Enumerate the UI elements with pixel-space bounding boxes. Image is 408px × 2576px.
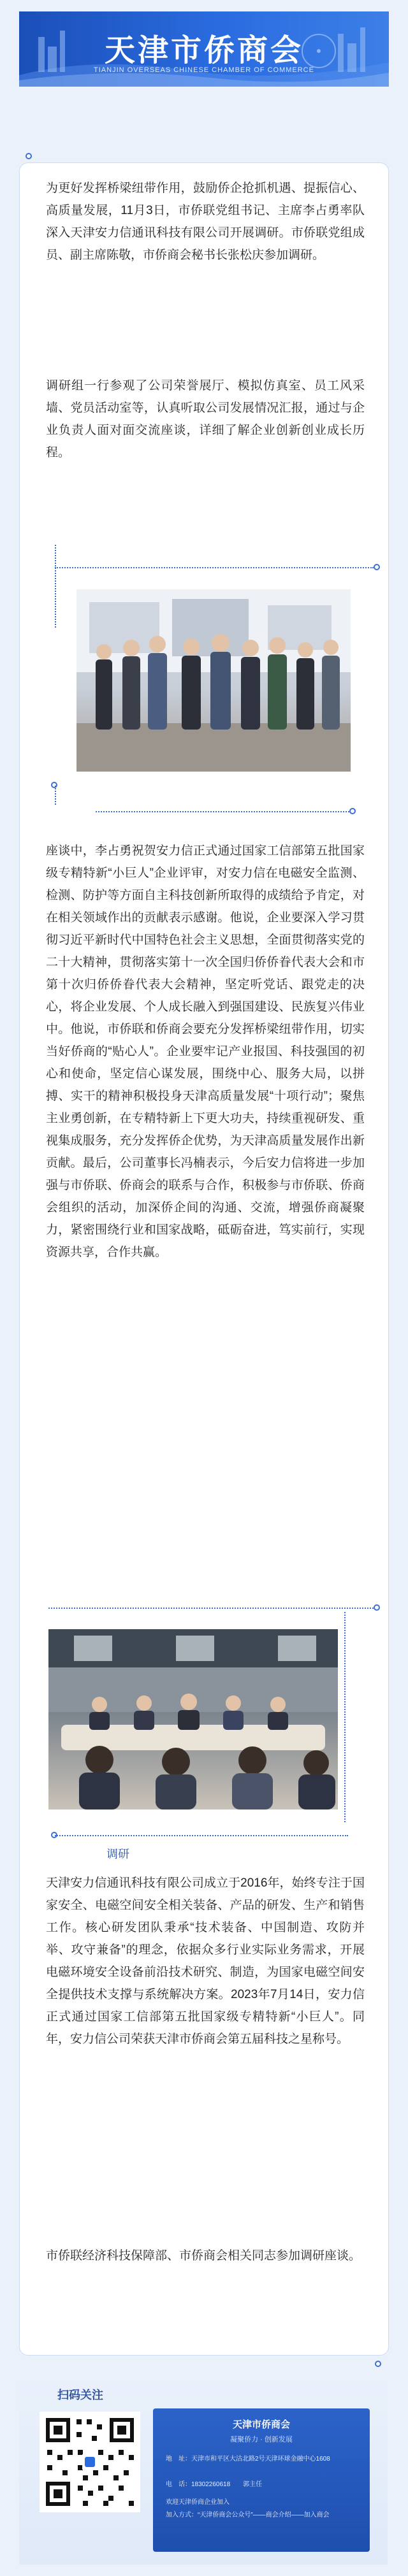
decor-line [48, 1608, 374, 1609]
contact-info-panel [153, 2408, 370, 2552]
decor-line [55, 567, 374, 568]
decor-dot [375, 2361, 381, 2367]
qr-code-graphic [42, 2414, 138, 2510]
footer-join-method: 加入方式：“天津侨商会公众号”——商会介绍——加入商会 [166, 2512, 330, 2519]
article-paragraph-3: 座谈中，李占勇祝贺安力信正式通过国家工信部第五批国家级专精特新“小巨人”企业评审，对安力信在电磁安全监测、检测、防护等方面自主科技创新所取得的成绩给予肯定，对在相关领域作出的贡献表示感谢。他说，企业要深入学习贯彻习近平新时代中国特色社会主义思想，全面贯彻落实党的二十大精神，贯彻落实第十一次全国归侨侨眷代表大会和市第十次归侨侨眷代表大会精神，坚定听党话、跟党走的决心，将企业发展、个人成长融入到强国建设、民族复兴伟业中。他说，市侨联和侨商会要充分发挥桥梁纽带作用，切实当好侨商的“贴心人”。企业要牢记产业报国、科技强国的初心和使命，坚定信心谋发展，围绕中心、服务大局，以拼搏、实干的精神积极投身天津高质量发展“十项行动”；聚焦主业勇创新，在专精特新上下更大功夫，持续重视研发、重视集成服务，充分发挥侨企优势，为天津高质量发展作出新贡献。最后，公司董事长冯楠表示，今后安力信将进一步加强与市侨联、侨商会的联系与合作，积极参与市侨联、侨商会组织的活动，加深侨企间的沟通、交流，增强侨商凝聚力，紧密围绕行业和国家战略，砥砺奋进，笃实前行，实现资源共享，合作共赢。 [46, 844, 365, 1259]
footer-address: 地 址：天津市和平区大沽北路2号天津环球金融中心1608 [166, 2456, 330, 2463]
decor-line [344, 1612, 346, 1822]
decor-dot [51, 782, 57, 788]
scan-follow-label: 扫码关注 [57, 2389, 103, 2401]
footer-welcome: 欢迎天津侨商企业加入 [166, 2499, 229, 2506]
decor-line [55, 786, 56, 805]
decor-dot [26, 153, 32, 159]
header-banner [19, 11, 389, 87]
qr-code[interactable] [40, 2412, 140, 2512]
decor-line [55, 545, 56, 628]
photo-visit-group [76, 589, 351, 772]
decor-dot [374, 1604, 380, 1611]
banner-title: 天津市侨商会 [104, 32, 303, 68]
decor-line [96, 811, 349, 812]
footer-phone: 电 话：18302260618 郭主任 [166, 2481, 263, 2488]
footer-slogan: 凝聚侨力 · 创新发展 [230, 2436, 293, 2443]
article-paragraph-2: 调研组一行参观了公司荣誉展厅、模拟仿真室、员工风采墙、党员活动室等，认真听取公司发展情况汇报，通过与企业负责人面对面交流座谈，详细了解企业创新创业成长历程。 [46, 379, 365, 459]
decor-dot [349, 808, 356, 814]
article-paragraph-1: 为更好发挥桥梁纽带作用，鼓励侨企抢抓机遇、提振信心、高质量发展，11月3日，市侨联党组书记、主席李占勇率队深入天津安力信通讯科技有限公司开展调研。市侨联党组成员、副主席陈敬，市侨商会秘书长张松庆参加调研。 [46, 182, 365, 262]
decor-line [55, 1835, 348, 1836]
footer-org-name: 天津市侨商会 [232, 2419, 290, 2430]
article-paragraph-4: 天津安力信通讯科技有限公司成立于2016年，始终专注于国家安全、电磁空间安全相关装备、产品的研发、生产和销售工作。核心研发团队秉承“技术装备、中国制造、攻防并举、攻守兼备”的理念，依据众多行业实际业务需求，开展电磁环境安全设备前沿技术研究、制造，为国家电磁空间安全提供技术支撑与系统解决方案。2023年7月14日，安力信正式通过国家工信部第五批国家级专精特新“小巨人”。同年，安力信公司荣获天津市侨商会第五届科技之星称号。 [46, 1876, 365, 2046]
decor-dot [374, 564, 380, 570]
photo-meeting [48, 1629, 338, 1810]
footer [19, 2373, 388, 2565]
article-paragraph-5: 市侨联经济科技保障部、市侨商会相关同志参加调研座谈。 [46, 2249, 361, 2263]
photo-visit-group-illustration [76, 589, 351, 772]
photo-meeting-illustration [48, 1629, 338, 1810]
photo-caption: 调研 [106, 1848, 129, 1860]
banner-subtitle: TIANJIN OVERSEAS CHINESE CHAMBER OF COMMERCE [94, 66, 314, 74]
